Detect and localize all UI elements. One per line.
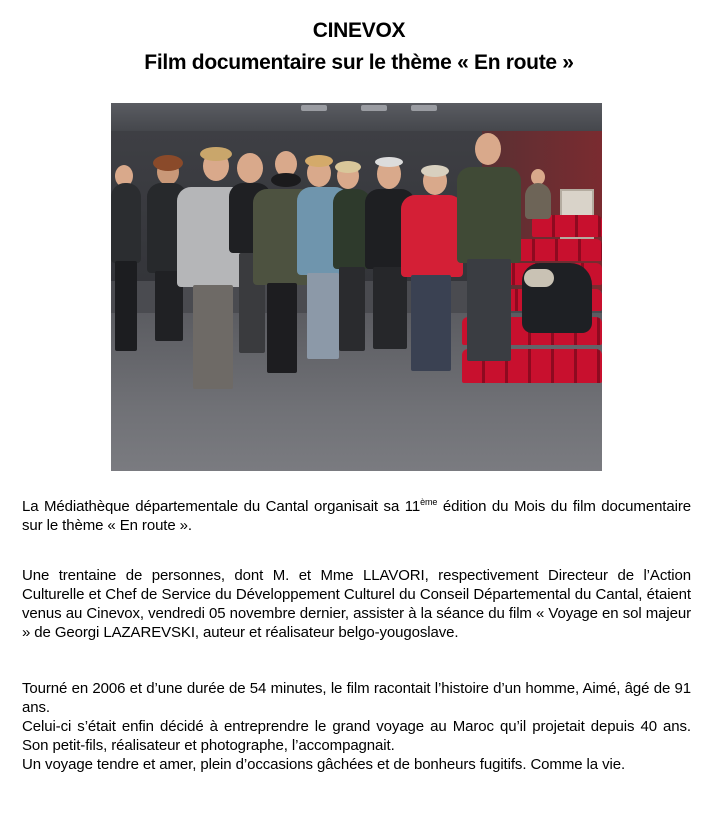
ceiling-light (361, 105, 387, 111)
paragraph-text: Tourné en 2006 et d’une durée de 54 minutes, le film racontait l’histoire d’un homme, Aimé, âgé de 91 ans. (22, 680, 691, 716)
photo-ceiling (111, 103, 602, 131)
ceiling-light (301, 105, 327, 111)
article-paragraph-2 (22, 566, 691, 642)
article-paragraph-3 (22, 679, 691, 774)
page-subtitle: Film documentaire sur le thème « En route » (144, 51, 574, 74)
paragraph-text: édition du Mois du film documentaire sur le thème « En route ». (22, 498, 691, 534)
ordinal-superscript: ème (420, 497, 438, 507)
paragraph-text: Un voyage tendre et amer, plein d’occasions gâchées et de bonheurs fugitifs. Comme la vie. (22, 756, 626, 773)
paragraph-text: La Médiathèque départementale du Cantal organisait sa 11 (22, 498, 421, 515)
ceiling-light (411, 105, 437, 111)
article-paragraph-1 (22, 497, 691, 535)
paragraph-text: Celui-ci s’était enfin décidé à entreprendre le grand voyage au Maroc qu’il projetait depuis 40 ans. Son petit-fils, réalisateur et photographe, l’accompagnait. (22, 718, 691, 754)
seat-row (512, 239, 602, 261)
paragraph-text: Une trentaine de personnes, dont M. et Mme LLAVORI, respectivement Directeur de l’Action Culturelle et Chef de Service du Développement Culturel du Conseil Départemental du Cantal, étaient venus au Cinevox, vendredi 05 novembre dernier, assister à la séance du film « Voyage en sol majeur » de Georgi LAZAREVSKI, auteur et réalisateur belgo-yougoslave. (22, 567, 691, 641)
group-photo (111, 103, 602, 471)
jacket-fur-collar (524, 269, 554, 287)
page-title: CINEVOX (312, 19, 406, 42)
